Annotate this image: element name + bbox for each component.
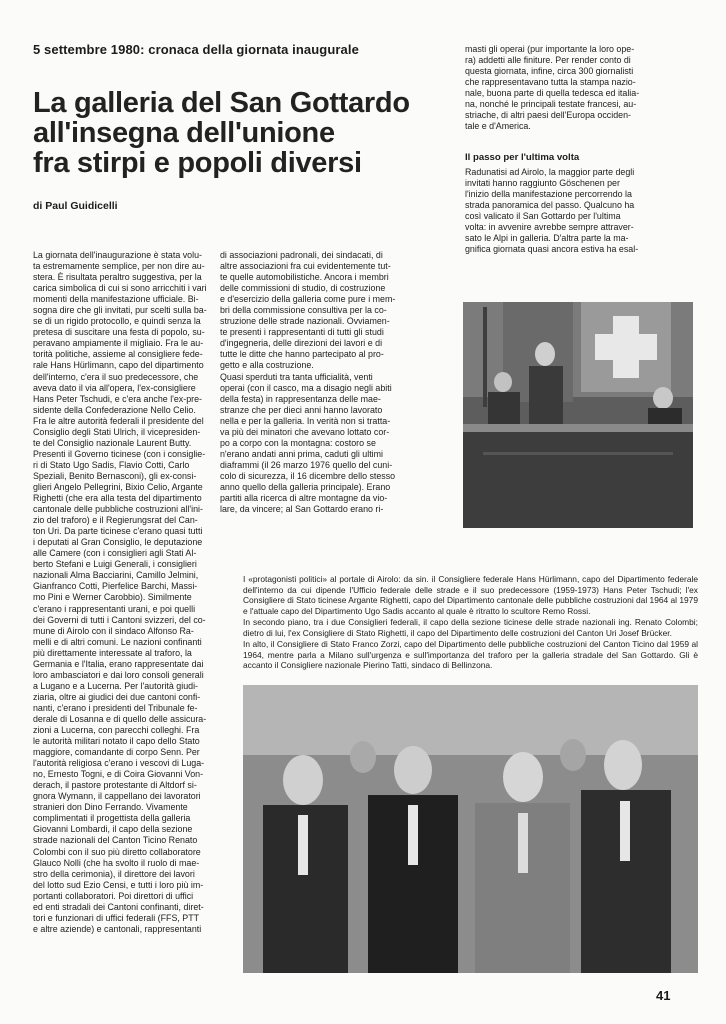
body-text: masti gli operai (pur importante la loro ope- ra) addetti alle finiture. Per render conto di questa giornata, infine, circa 300 giornalisti che rappresentavano tutta la stampa nazio- nale, buona parte di quella tedesca ed italia- na, nonché le principali testate francesi, au- striache, di altri paesi dell'Europa occiden- tale e d'America. bbox=[465, 44, 640, 132]
body-text: La giornata dell'inaugurazione è stata volu- ta estremamente semplice, per non dire au- stera. È risultata peraltro suggestiva, per la carica simbolica di cui si sono arricchiti i vari momenti della manifestazione ufficiale. Bi- sogna dire che gli invitati, pur scelti sulla ba- se di un rigido protocollo, e quindi senza la pretesa di suscitare una festa di popolo, su- peravano ampiamente il migliaio. Fra le au- torità politiche, assieme al consigliere fede- rale Hans Hürlimann, capo del dipartimento dell'interno, c'era il suo predecessore, che aveva dato il via all'opera, l'ex-consigliere Hans Peter Tschudi, e c'era anche l'ex-pre- sidente della Confederazione Nello Celio. Fra le altre autorità federali il presidente del Consiglio degli Stati Ulrich, il vicepresiden- te del Consiglio nazionale Laurent Butty. Presenti il Governo ticinese (con i consiglie- ri di Stato Ugo Sadis, Flavio Cotti, Carlo Speziali, Benito Bernasconi), gli ex-consi- glieri Angelo Pellegrini, Bixio Celio, Argante Righetti (che era alla testa del dipartimento cantonale delle pubbliche costruzioni all'ini- zio del traforo) e il Regierungsrat del Can- ton Uri. Da parte ticinese c'erano quasi tutti i deputati al Gran Consiglio, le deputazione alle Camere (con i consiglieri agli Stati Al- berto Stefani e Luigi Generali, i consiglieri nazionali Alma Bacciarini, Camillo Jelmini, Gianfranco Cotti, Pierfelice Barchi, Massi- mo Pini e Werner Carobbio). Similmente c'erano i rappresentanti urani, e poi quelli dei Governi di tutti i Cantoni svizzeri, del co- mune di Airolo con il sindaco Alfonso Ra- melli e di altri comuni. Le nazioni confinanti più direttamente interessate al traforo, la Germania e l'Italia, erano rappresentate dai loro ambasciatori e dai loro consoli generali a Lugano e a Lucerna. Per l'autorità giudi- ziaria, oltre ai giudici dei due cantoni confi- nanti, c'erano i presidenti del Tribunale fe- derale di Losanna e di quello delle assicura- zioni a Lucerna, con parecchi colleghi. Fra le autorità militari notato il capo dello Stato maggiore, comandante di corpo Senn. Per l'autorità religiosa c'erano i vescovi di Luga- no, Ernesto Togni, e di Coira Giovanni Von- derach, il pastore protestante di Altdorf si- gnora Wymann, il cappellano dei lavoratori stranieri don Dino Ferrando. Vivamente complimentati il progettista della galleria Giovanni Lombardi, il capo della sezione strade nazionali del Canton Ticino Renato Colombi con il suo più diretto collaboratore Glauco Nolli (che ha svolto il ruolo di mae- stro della cerimonia), il direttore dei lavori del lotto sud Ezio Censi, e tutti i loro più im- portanti collaboratori. Poi direttori di uffici ed enti stradali dei Cantoni confinanti, diret- tori e funzionari di uffici federali (FFS, PTT e altre aziende) e cantonali, rappresentanti bbox=[33, 250, 207, 934]
headline-line-2: all'insegna dell'unione bbox=[33, 117, 335, 149]
photo-speech bbox=[463, 302, 693, 528]
body-column-3 bbox=[465, 44, 697, 132]
byline: di Paul Guidicelli bbox=[33, 200, 118, 212]
caption-paragraph: I «protagonisti politici» al portale di Airolo: da sin. il Consigliere federale Hans Hürlimann, capo del Dipartimento federale dell'interno da cui dipende l'Ufficio federale delle strade e il suo predecessore (1959-1973) Hans Peter Tschudi; l'ex Consigliere di Stato ticinese Argante Righetti, capo del Dipartimento cantonale delle pubbliche costruzioni dal 1964 al 1979 e l'attuale capo del Dipartimento Ugo Sadis accanto al quale è ritratto lo scultore Remo Rossi. bbox=[243, 574, 698, 616]
photo-group bbox=[243, 685, 698, 973]
body-column-3b bbox=[465, 167, 697, 255]
headline-line-1: La galleria del San Gottardo bbox=[33, 87, 410, 119]
body-text: di associazioni padronali, dei sindacati, di altre associazioni fra cui evidentemente tut- te quelle automobilistiche. Ancora i membri delle commissioni di studio, di costruzione e d'esercizio della galleria come pure i mem- bri della commissione consultiva per la co- struzione delle strade nazionali. Ovviamen- te presenti i rappresentanti di tutti gli studi d'ingegneria, delle direzioni dei lavori e di tutte le ditte che hanno partecipato al pro- getto e alla costruzione. Quasi sperduti tra tanta ufficialità, venti operai (con il casco, ma a disagio negli abiti della festa) in rappresentanza delle mae- stranze che per dieci anni hanno lavorato nella e per la galleria. In verità non si tratta- va più dei minatori che avevano lottato cor- po a corpo con la montagna: costoro se n'erano andati anni prima, caduti gli ultimi diaframmi (il 26 marzo 1976 quello del cuni- colo di sicurezza, il 16 dicembre dello stesso anno quello della galleria principale). Erano partiti alla ricerca di altre montagne da vio- lare, da vincere; al San Gottardo erano ri- bbox=[220, 250, 396, 515]
photo-caption bbox=[243, 574, 698, 672]
body-column-1 bbox=[33, 250, 209, 935]
caption-paragraph: In secondo piano, tra i due Consiglieri federali, il capo della sezione ticinese delle strade nazionali ing. Renato Colombi; dietro di lui, l'ex Consigliere di Stato Righetti, il capo del Dipartimento delle costruzioni del Canton Uri Josef Brücker. bbox=[243, 617, 698, 638]
page-number: 41 bbox=[656, 988, 671, 1003]
body-column-2 bbox=[220, 250, 396, 515]
body-text: Radunatisi ad Airolo, la maggior parte degli invitati hanno raggiunto Göschenen per l'inizio della manifestazione percorrendo la strada panoramica del passo. Qualcuno ha così valicato il San Gottardo per l'ultima volta: in avvenire avrebbe sempre attraver- sato le Alpi in galleria. D'altra parte la ma- gnifica giornata quasi ancora estiva ha esal- bbox=[465, 167, 639, 255]
photo-speech-image bbox=[463, 302, 693, 528]
photo-group-image bbox=[243, 685, 698, 973]
caption-paragraph: In alto, il Consigliere di Stato Franco Zorzi, capo del Dipartimento delle pubbliche costruzioni del Canton Ticino dal 1959 al 1964, mentre parla a Milano sull'urgenza e sull'importanza del traforo per la galleria stradale del San Gottardo. Gli è accanto il Consigliere nazionale Pierino Tatti, sindaco di Bellinzona. bbox=[243, 639, 698, 670]
subheading: Il passo per l'ultima volta bbox=[465, 152, 580, 163]
kicker-text: : cronaca della giornata inaugurale bbox=[140, 42, 359, 57]
headline-line-3: fra stirpi e popoli diversi bbox=[33, 147, 362, 179]
section-kicker bbox=[33, 42, 359, 57]
kicker-date: 5 settembre 1980 bbox=[33, 42, 141, 57]
article-headline bbox=[33, 88, 433, 178]
